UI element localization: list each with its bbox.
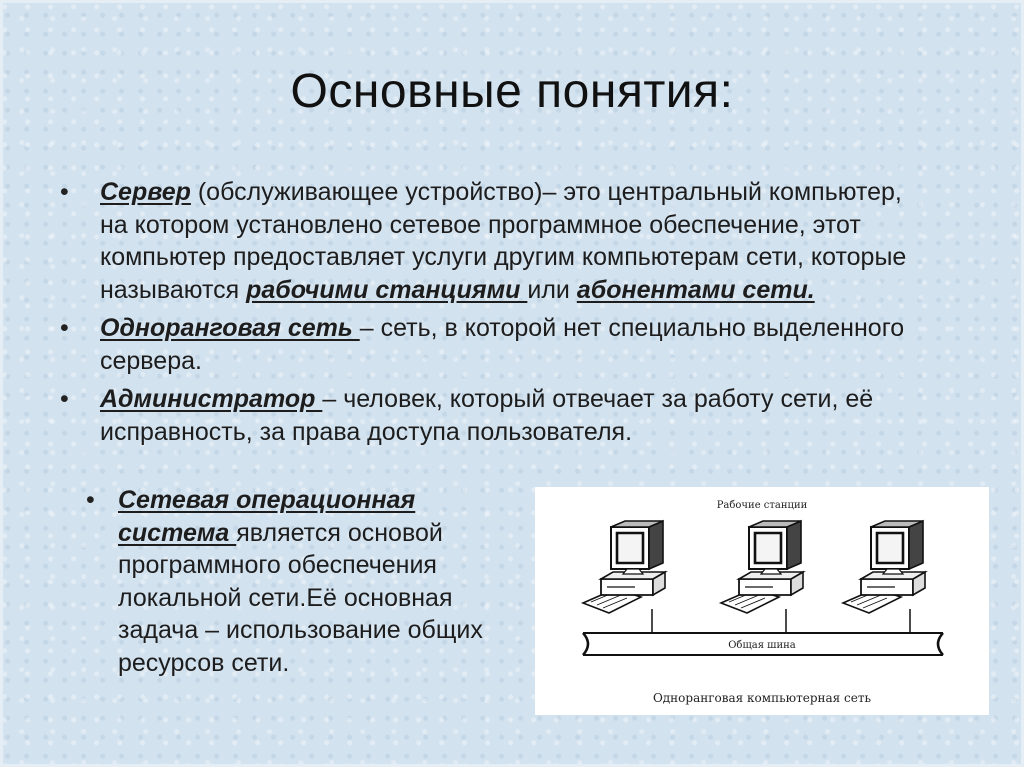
bullet-icon: • [86, 486, 95, 514]
term-peer-network: Одноранговая сеть [100, 314, 360, 342]
term-workstations: рабочими станциями [246, 275, 528, 304]
bullet-icon: • [60, 178, 69, 206]
term-subscribers: абонентами сети. [576, 275, 815, 304]
definition-peer-network [60, 312, 920, 377]
definition-network-os [86, 484, 506, 679]
definition-administrator-text: – человек, который отвечает за работу сети, её исправность, за права доступа пользователя. [100, 385, 874, 446]
diagram-caption: Одноранговая компьютерная сеть [652, 691, 872, 705]
diagram-drawing [535, 487, 989, 715]
workstation-2-icon [721, 521, 803, 613]
definition-server-text: (обслуживающее устройство)– это центральный компьютер, на котором установлено сетевое программное обеспечение, этот компьютер предоставляет услуги другим компьютерам сети, которые называются [100, 178, 907, 304]
definition-network-os-list [86, 484, 506, 679]
definition-server [60, 176, 920, 306]
workstations-label: Рабочие станции [716, 500, 808, 511]
bullet-icon: • [60, 314, 69, 342]
workstation-3-icon [843, 521, 925, 613]
term-server: Сервер [100, 178, 191, 206]
definitions-list [60, 176, 920, 454]
network-diagram [535, 487, 989, 715]
workstation-1-icon [583, 521, 665, 613]
slide-title: Основные понятия: [290, 65, 734, 118]
definition-server-or: или [527, 275, 577, 304]
term-network-os: Сетевая операционная система [118, 486, 416, 547]
definition-administrator [60, 383, 920, 448]
common-bus-label: Общая шина [728, 640, 796, 651]
bullet-icon: • [60, 385, 69, 413]
definition-network-os-text: является основой программного обеспечения локальной сети.Её основная задача – использование общих ресурсов сети. [118, 518, 483, 677]
definition-peer-network-text: – сеть, в которой нет специально выделенного сервера. [100, 314, 905, 375]
term-administrator: Администратор [100, 385, 323, 413]
